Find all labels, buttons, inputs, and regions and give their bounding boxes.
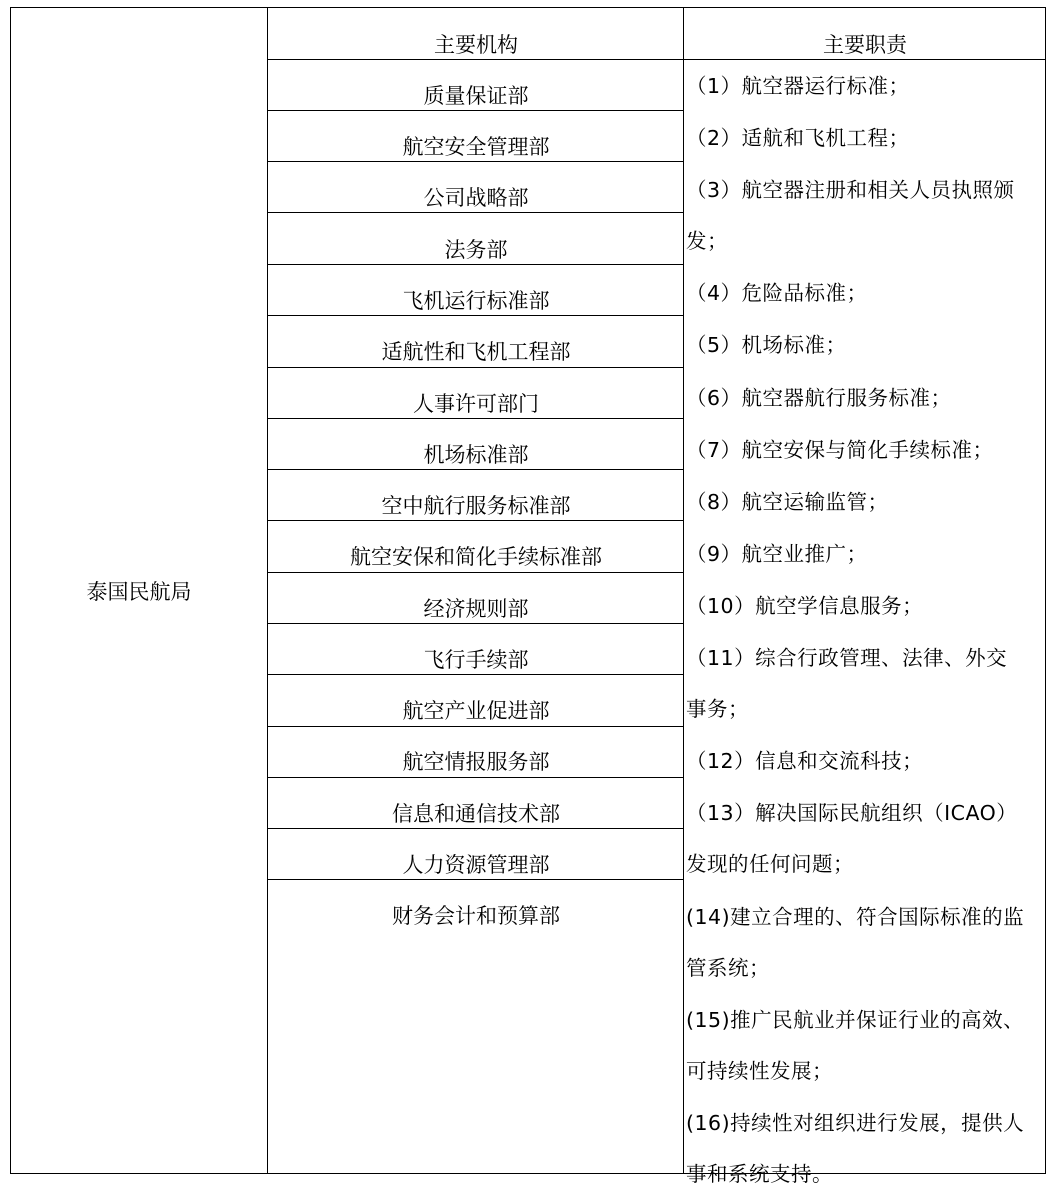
- row-divider: [267, 623, 683, 624]
- row-divider: [267, 674, 683, 675]
- row-divider: [267, 110, 683, 111]
- row-divider: [267, 212, 683, 213]
- duty-item: (14)建立合理的、符合国际标准的监管系统；: [686, 904, 1025, 980]
- department-cell: 机场标准部: [423, 443, 529, 467]
- row-divider: [267, 315, 683, 316]
- row-divider: [267, 469, 683, 470]
- row-divider: [267, 418, 683, 419]
- duty-item: （2）适航和飞机工程；: [686, 126, 910, 151]
- row-divider: [267, 367, 683, 368]
- department-cell: 人事许可部门: [413, 392, 539, 416]
- department-cell: 飞机运行标准部: [402, 289, 550, 313]
- department-cell: 飞行手续部: [423, 648, 529, 672]
- duty-item: (16)持续性对组织进行发展，提供人事和系统支持。: [686, 1110, 1025, 1186]
- department-cell: 航空情报服务部: [402, 750, 550, 774]
- duty-item: （6）航空器航行服务标准；: [686, 385, 952, 410]
- duty-item: （9）航空业推广；: [686, 541, 868, 566]
- duty-item: （3）航空器注册和相关人员执照颁发；: [686, 178, 1015, 254]
- duty-item: （11）综合行政管理、法律、外交事务；: [686, 646, 1008, 722]
- row-divider: [267, 520, 683, 521]
- row-divider: [267, 777, 683, 778]
- department-cell: 空中航行服务标准部: [381, 494, 571, 518]
- department-cell: 人力资源管理部: [402, 853, 550, 877]
- column-divider: [267, 8, 268, 1173]
- department-cell: 航空安全管理部: [402, 135, 550, 159]
- department-cell: 公司战略部: [423, 186, 529, 210]
- duty-item: （12）信息和交流科技；: [686, 749, 924, 774]
- row-divider: [267, 828, 683, 829]
- duty-item: （1）航空器运行标准；: [686, 74, 910, 98]
- department-cell: 财务会计和预算部: [392, 904, 560, 928]
- duty-item: (15)推广民航业并保证行业的高效、可持续性发展；: [686, 1007, 1025, 1083]
- row-divider: [267, 879, 683, 880]
- duty-item: （4）危险品标准；: [686, 281, 868, 306]
- row-divider: [267, 161, 683, 162]
- header-departments: 主要机构: [434, 33, 518, 57]
- row-divider: [267, 572, 683, 573]
- row-divider: [267, 726, 683, 727]
- row-divider: [267, 264, 683, 265]
- duties-list: [686, 60, 1026, 1200]
- duty-item: （7）航空安保与简化手续标准；: [686, 437, 994, 462]
- department-cell: 航空安保和简化手续标准部: [350, 545, 602, 569]
- department-cell: 质量保证部: [423, 84, 529, 108]
- header-duties: 主要职责: [823, 33, 907, 57]
- duty-item: （5）机场标准；: [686, 333, 847, 358]
- duty-item: （8）航空运输监管；: [686, 489, 889, 514]
- department-cell: 经济规则部: [423, 597, 529, 621]
- organization-name: 泰国民航局: [86, 579, 192, 604]
- column-divider: [683, 8, 684, 1173]
- department-cell: 信息和通信技术部: [392, 802, 560, 826]
- duty-item: （10）航空学信息服务；: [686, 593, 924, 618]
- department-cell: 适航性和飞机工程部: [381, 340, 571, 364]
- department-cell: 法务部: [444, 238, 508, 262]
- department-cell: 航空产业促进部: [402, 699, 550, 723]
- duty-item: （13）解决国际民航组织（ICAO）发现的任何问题；: [686, 801, 1018, 877]
